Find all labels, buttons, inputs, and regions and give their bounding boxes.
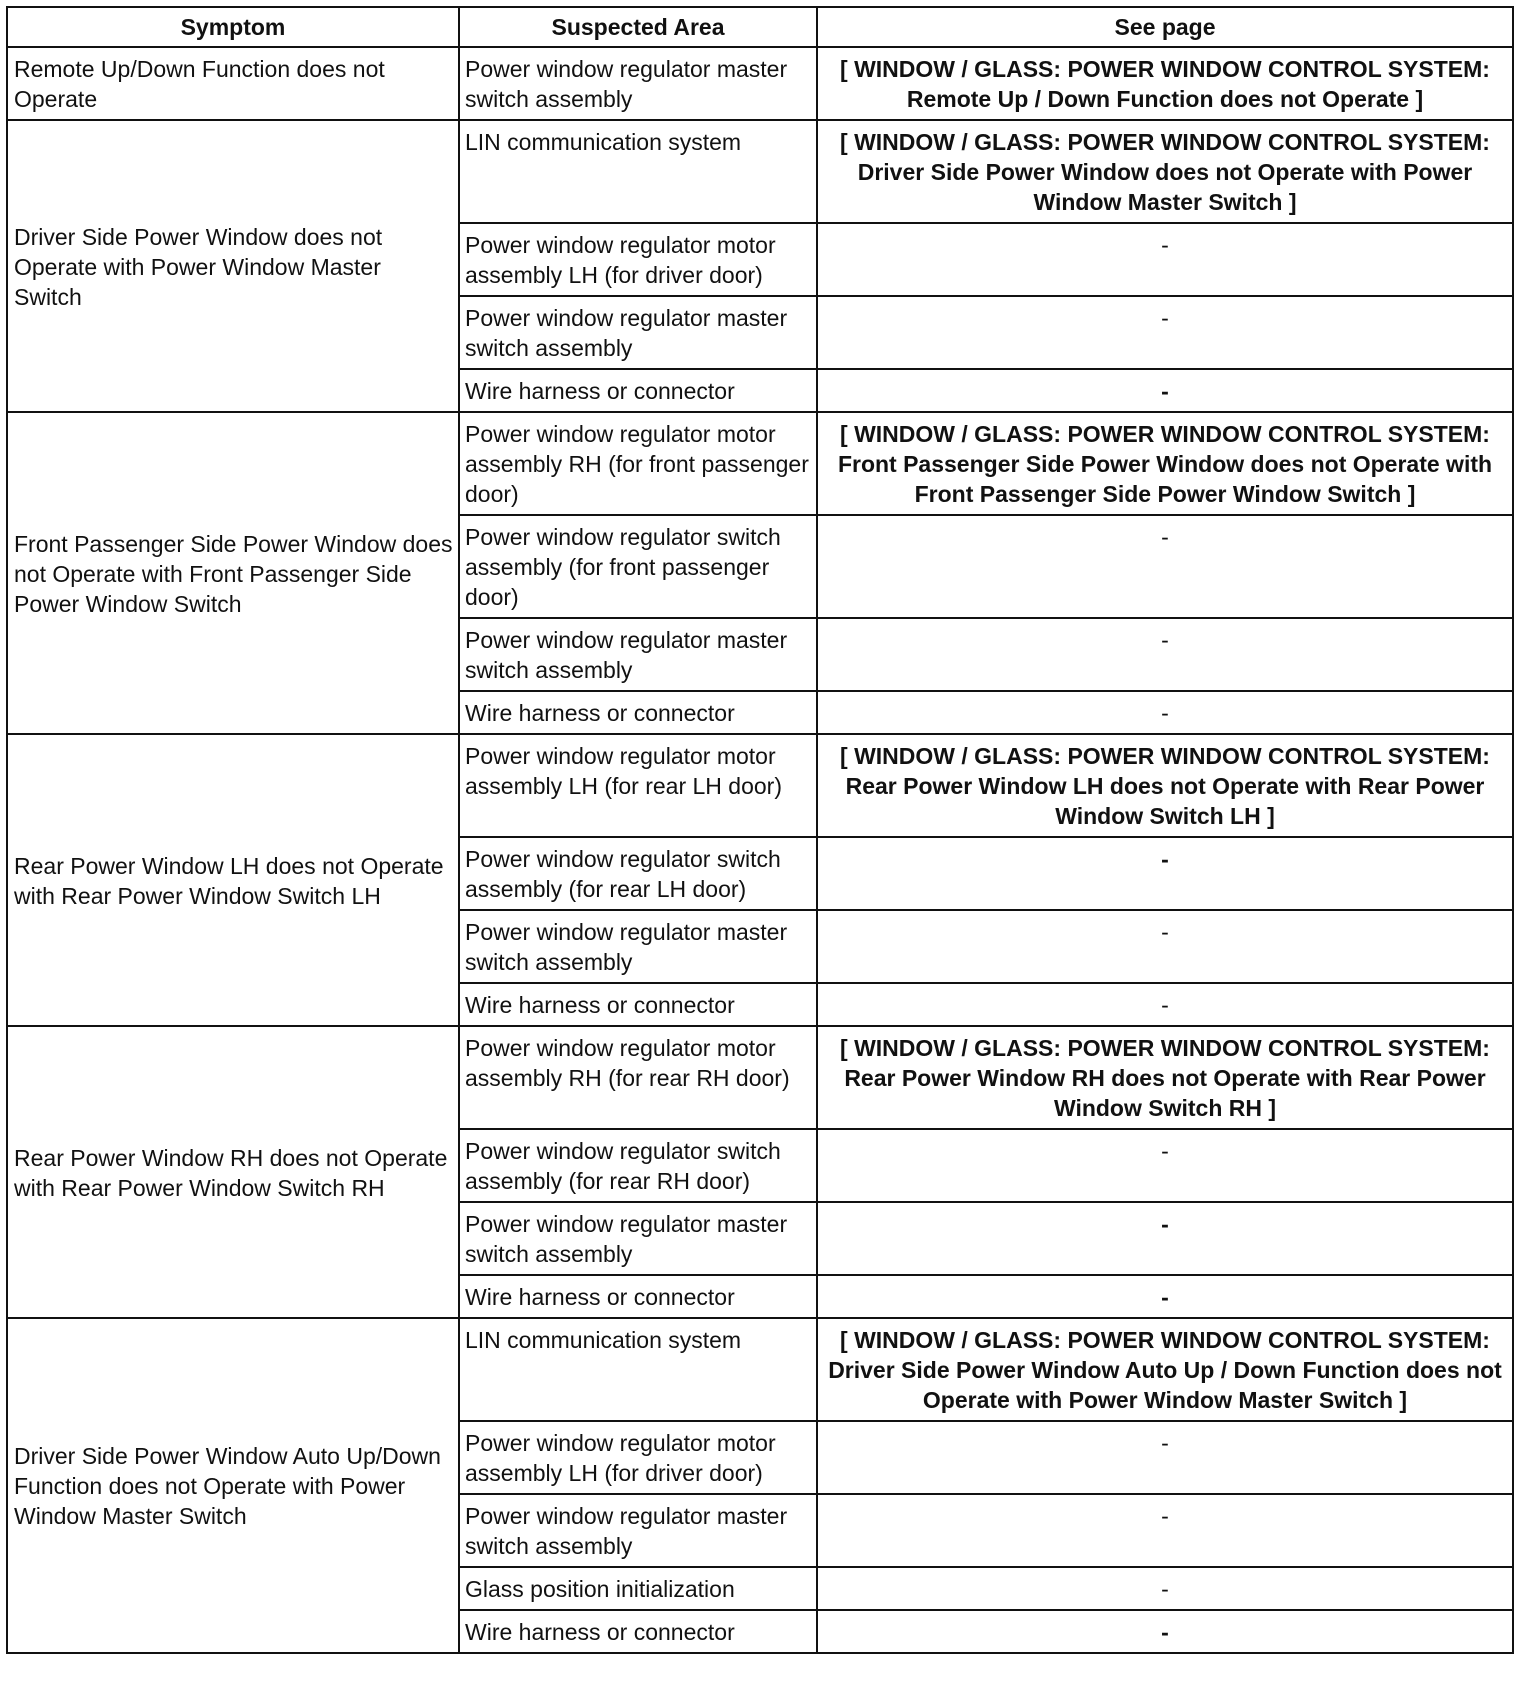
header-suspected-area: Suspected Area [459, 7, 817, 47]
header-symptom: Symptom [7, 7, 459, 47]
suspected-area-cell: Power window regulator master switch assembly [459, 47, 817, 120]
suspected-area-cell: Power window regulator master switch assembly [459, 618, 817, 691]
symptom-cell: Front Passenger Side Power Window does not Operate with Front Passenger Side Power Window Switch [7, 412, 459, 734]
symptom-cell: Driver Side Power Window does not Operate with Power Window Master Switch [7, 120, 459, 412]
see-page-cell: - [817, 691, 1513, 734]
suspected-area-cell: Wire harness or connector [459, 691, 817, 734]
see-page-cell: - [817, 515, 1513, 618]
suspected-area-cell: Power window regulator switch assembly (for rear RH door) [459, 1129, 817, 1202]
see-page-cell: - [817, 837, 1513, 910]
table-row [7, 120, 1513, 223]
see-page-cell: - [817, 1202, 1513, 1275]
suspected-area-cell: Power window regulator switch assembly (for front passenger door) [459, 515, 817, 618]
see-page-link[interactable]: [ WINDOW / GLASS: POWER WINDOW CONTROL SYSTEM: Rear Power Window LH does not Operate with Rear Power Window Switch LH ] [817, 734, 1513, 837]
suspected-area-cell: Wire harness or connector [459, 369, 817, 412]
see-page-cell: - [817, 1494, 1513, 1567]
suspected-area-cell: Power window regulator motor assembly LH (for driver door) [459, 223, 817, 296]
see-page-link[interactable]: [ WINDOW / GLASS: POWER WINDOW CONTROL SYSTEM: Driver Side Power Window does not Operate with Power Window Master Switch ] [817, 120, 1513, 223]
see-page-cell: - [817, 369, 1513, 412]
suspected-area-cell: Power window regulator motor assembly LH (for driver door) [459, 1421, 817, 1494]
suspected-area-cell: Power window regulator master switch assembly [459, 1202, 817, 1275]
table-row [7, 47, 1513, 120]
see-page-link[interactable]: [ WINDOW / GLASS: POWER WINDOW CONTROL SYSTEM: Rear Power Window RH does not Operate with Rear Power Window Switch RH ] [817, 1026, 1513, 1129]
see-page-cell: - [817, 1567, 1513, 1610]
suspected-area-cell: Wire harness or connector [459, 983, 817, 1026]
see-page-cell: - [817, 983, 1513, 1026]
table-row [7, 734, 1513, 837]
suspected-area-cell: Glass position initialization [459, 1567, 817, 1610]
suspected-area-cell: Power window regulator master switch assembly [459, 296, 817, 369]
suspected-area-cell: Wire harness or connector [459, 1275, 817, 1318]
see-page-cell: - [817, 1129, 1513, 1202]
see-page-cell: - [817, 1421, 1513, 1494]
suspected-area-cell: Power window regulator motor assembly RH (for rear RH door) [459, 1026, 817, 1129]
suspected-area-cell: Power window regulator motor assembly LH (for rear LH door) [459, 734, 817, 837]
see-page-cell: - [817, 1275, 1513, 1318]
suspected-area-cell: Power window regulator master switch assembly [459, 1494, 817, 1567]
see-page-link[interactable]: [ WINDOW / GLASS: POWER WINDOW CONTROL SYSTEM: Remote Up / Down Function does not Operate ] [817, 47, 1513, 120]
symptom-cell: Rear Power Window LH does not Operate with Rear Power Window Switch LH [7, 734, 459, 1026]
header-see-page: See page [817, 7, 1513, 47]
table-row [7, 1318, 1513, 1421]
suspected-area-cell: Power window regulator switch assembly (for rear LH door) [459, 837, 817, 910]
symptom-cell: Driver Side Power Window Auto Up/Down Function does not Operate with Power Window Master Switch [7, 1318, 459, 1653]
symptom-cell: Rear Power Window RH does not Operate with Rear Power Window Switch RH [7, 1026, 459, 1318]
problem-symptoms-table-container [6, 6, 1512, 1654]
problem-symptoms-table [6, 6, 1514, 1654]
see-page-cell: - [817, 1610, 1513, 1653]
suspected-area-cell: Power window regulator motor assembly RH (for front passenger door) [459, 412, 817, 515]
see-page-cell: - [817, 223, 1513, 296]
table-header-row [7, 7, 1513, 47]
suspected-area-cell: LIN communication system [459, 1318, 817, 1421]
see-page-cell: - [817, 910, 1513, 983]
symptom-cell: Remote Up/Down Function does not Operate [7, 47, 459, 120]
suspected-area-cell: LIN communication system [459, 120, 817, 223]
see-page-link[interactable]: [ WINDOW / GLASS: POWER WINDOW CONTROL SYSTEM: Front Passenger Side Power Window does not Operate with Front Passenger Side Power Window Switch ] [817, 412, 1513, 515]
see-page-cell: - [817, 296, 1513, 369]
see-page-cell: - [817, 618, 1513, 691]
see-page-link[interactable]: [ WINDOW / GLASS: POWER WINDOW CONTROL SYSTEM: Driver Side Power Window Auto Up / Down Function does not Operate with Power Window Master Switch ] [817, 1318, 1513, 1421]
suspected-area-cell: Power window regulator master switch assembly [459, 910, 817, 983]
table-row [7, 1026, 1513, 1129]
suspected-area-cell: Wire harness or connector [459, 1610, 817, 1653]
table-row [7, 412, 1513, 515]
